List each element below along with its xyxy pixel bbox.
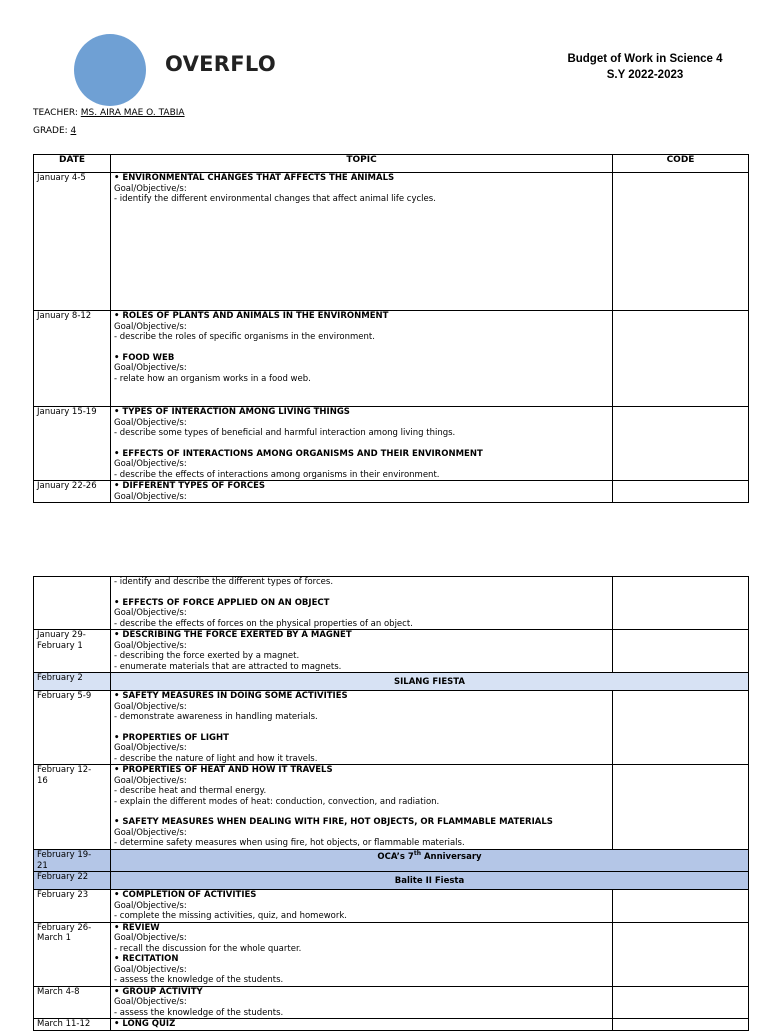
table-row [34,765,749,850]
topic-cell [111,577,613,630]
table-row [34,1019,749,1031]
date-cell: February 22 [34,872,111,890]
date-cell: February 2 [34,673,111,691]
event-label: Balite II Fiesta [111,872,749,890]
topic-cell [111,922,613,986]
code-cell [613,922,749,986]
event-label-text: Anniversary [420,851,482,862]
topic-heading: • FOOD WEB [114,352,175,363]
grade-line [33,126,76,136]
topic-cell [111,630,613,673]
goal-label: Goal/Objective/s: [114,321,187,332]
goal-label: Goal/Objective/s: [114,701,187,712]
event-label [111,850,749,872]
objective-text: - describe the nature of light and how it travels. [114,753,318,764]
code-cell [613,407,749,481]
topic-cell [111,986,613,1019]
goal-label: Goal/Objective/s: [114,997,187,1007]
code-cell [613,691,749,765]
event-label: SILANG FIESTA [111,673,749,691]
goal-label: Goal/Objective/s: [114,900,187,911]
topic-cell [111,481,613,503]
topic-cell [111,691,613,765]
goal-label: Goal/Objective/s: [114,775,187,786]
col-header-code: CODE [613,155,749,173]
title-line-1: Budget of Work in Science 4 [567,53,723,65]
date-cell: March 4-8 [34,986,111,1019]
topic-heading: • REVIEW [114,922,160,933]
objective-text: - explain the different modes of heat: conduction, convection, and radiation. [114,796,440,807]
goal-label: Goal/Objective/s: [114,640,187,651]
code-cell [613,630,749,673]
goal-label: Goal/Objective/s: [114,743,187,753]
grade-label: GRADE: [33,126,71,136]
table-row [34,173,749,311]
teacher-label: TEACHER: [33,108,81,118]
objective-text: - identify the different environmental changes that affect animal life cycles. [114,194,436,204]
objective-text: - recall the discussion for the whole quarter. [114,943,302,954]
code-cell [613,481,749,503]
table-row [34,922,749,986]
table-row-event [34,872,749,890]
topic-cell [111,407,613,481]
goal-label: Goal/Objective/s: [114,964,187,975]
objective-text: - demonstrate awareness in handling materials. [114,712,318,722]
teacher-line [33,108,185,118]
teacher-value: MS. AIRA MAE O. TABIA [80,108,185,118]
topic-heading: • GROUP ACTIVITY [114,986,203,997]
objective-text: - describe the effects of forces on the physical properties of an object. [114,618,413,629]
topic-cell [111,1019,613,1031]
topic-heading: • DIFFERENT TYPES OF FORCES [114,481,266,491]
objective-text: - identify and describe the different types of forces. [114,577,334,587]
code-cell [613,173,749,311]
col-header-date: DATE [34,155,111,173]
objective-text: - assess the knowledge of the students. [114,975,284,985]
event-label-text: OCA’s 7 [377,851,414,862]
table-row [34,890,749,923]
topic-cell [111,890,613,923]
date-cell: January 8-12 [34,311,111,407]
topic-heading: • ENVIRONMENTAL CHANGES THAT AFFECTS THE ANIMALS [114,173,395,183]
date-line: January 29- [37,630,86,640]
topic-heading: • SAFETY MEASURES WHEN DEALING WITH FIRE, HOT OBJECTS, OR FLAMMABLE MATERIALS [114,817,553,827]
goal-label: Goal/Objective/s: [114,363,187,373]
objective-text: - describing the force exerted by a magnet. [114,651,300,661]
topic-heading: • EFFECTS OF INTERACTIONS AMONG ORGANISMS AND THEIR ENVIRONMENT [114,448,483,459]
topic-heading: • LONG QUIZ [114,1019,176,1029]
topic-heading: • PROPERTIES OF HEAT AND HOW IT TRAVELS [114,765,333,775]
table-row [34,691,749,765]
objective-text: - determine safety measures when using fire, hot objects, or flammable materials. [114,838,465,848]
table-row-event [34,673,749,691]
topic-heading: • RECITATION [114,954,179,964]
topic-heading: • DESCRIBING THE FORCE EXERTED BY A MAGNET [114,630,352,640]
code-cell [613,311,749,407]
table-row [34,311,749,407]
date-cell [34,577,111,630]
title-line-2: S.Y 2022-2023 [606,69,684,81]
code-cell [613,765,749,850]
table-row [34,577,749,630]
date-line: February 26- [37,922,92,933]
date-line: February 19- [37,850,92,860]
table-row [34,630,749,673]
table-row-event [34,850,749,872]
col-header-topic: TOPIC [111,155,613,173]
objective-text: - complete the missing activities, quiz, and homework. [114,911,347,921]
objective-text: - describe the effects of interactions among organisms in their environment. [114,469,440,480]
date-cell [34,922,111,986]
goal-label: Goal/Objective/s: [114,608,187,618]
objective-text: - relate how an organism works in a food web. [114,373,311,384]
date-cell: January 4-5 [34,173,111,311]
goal-label: Goal/Objective/s: [114,933,187,943]
goal-label: Goal/Objective/s: [114,827,187,838]
objective-text: - describe some types of beneficial and harmful interaction among living things. [114,428,456,438]
logo-circle [74,34,146,106]
goal-label: Goal/Objective/s: [114,183,187,194]
goal-label: Goal/Objective/s: [114,491,187,502]
goal-label: Goal/Objective/s: [114,417,187,428]
date-cell: January 22-26 [34,481,111,503]
date-line: February 12- [37,765,92,775]
date-line: 16 [37,775,48,786]
budget-table-page-2 [33,576,749,1031]
date-cell: March 11-12 [34,1019,111,1031]
date-cell [34,765,111,850]
date-line: February 1 [37,640,83,651]
objective-text: - assess the knowledge of the students. [114,1007,284,1018]
code-cell [613,986,749,1019]
logo-text: OVERFLO [165,52,276,76]
date-line: 21 [37,860,48,871]
topic-heading: • PROPERTIES OF LIGHT [114,732,229,743]
topic-heading: • TYPES OF INTERACTION AMONG LIVING THINGS [114,407,350,417]
date-cell [34,630,111,673]
topic-cell [111,173,613,311]
topic-heading: • EFFECTS OF FORCE APPLIED ON AN OBJECT [114,597,330,608]
code-cell [613,577,749,630]
topic-cell [111,765,613,850]
topic-heading: • SAFETY MEASURES IN DOING SOME ACTIVITIES [114,691,348,701]
goal-label: Goal/Objective/s: [114,459,187,469]
objective-text: - describe the roles of specific organisms in the environment. [114,332,375,342]
event-label-sup: th [413,850,421,857]
date-cell: January 15-19 [34,407,111,481]
topic-cell [111,311,613,407]
grade-value: 4 [70,126,77,136]
code-cell [613,890,749,923]
topic-heading: • ROLES OF PLANTS AND ANIMALS IN THE ENVIRONMENT [114,311,389,321]
date-line: March 1 [37,933,72,943]
date-cell: February 5-9 [34,691,111,765]
document-title [545,51,745,83]
table-row [34,407,749,481]
budget-table-page-1 [33,154,749,503]
date-cell: February 23 [34,890,111,923]
objective-text: - enumerate materials that are attracted to magnets. [114,661,342,672]
table-row [34,986,749,1019]
objective-text: - describe heat and thermal energy. [114,786,267,796]
date-cell [34,850,111,872]
code-cell [613,1019,749,1031]
topic-heading: • COMPLETION OF ACTIVITIES [114,890,257,900]
table-row [34,481,749,503]
